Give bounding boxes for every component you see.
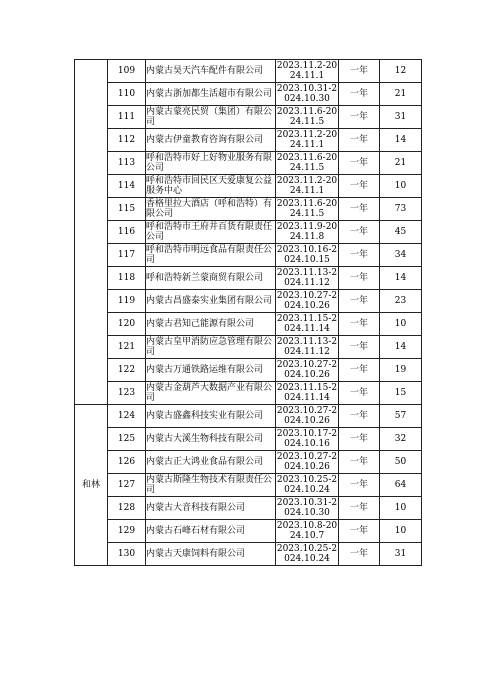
period-cell: 2023.10.17-2024.10.16 — [276, 428, 338, 449]
row-number-cell: 113 — [108, 152, 146, 175]
table-row — [75, 451, 422, 474]
period-cell: 2023.10.27-2024.10.26 — [276, 359, 338, 380]
period-cell: 2023.11.6-2024.11.5 — [276, 106, 338, 127]
row-number-cell: 128 — [108, 497, 146, 520]
term-cell: 一年 — [339, 382, 380, 405]
table-row — [75, 520, 422, 543]
company-name-cell: 内蒙古石峰石材有限公司 — [146, 520, 276, 543]
table-row — [75, 267, 422, 290]
table-row — [75, 106, 422, 129]
row-number-cell: 114 — [108, 175, 146, 198]
company-name-cell: 呼和浩特市回民区天爱康复公益服务中心 — [146, 175, 276, 198]
table-row — [75, 474, 422, 497]
count-cell: 10 — [380, 497, 422, 520]
count-cell: 23 — [380, 290, 422, 313]
table-row — [75, 405, 422, 428]
row-number-cell: 130 — [108, 543, 146, 566]
row-number-cell: 117 — [108, 244, 146, 267]
term-cell: 一年 — [339, 221, 380, 244]
period-cell: 2023.10.31-2024.10.30 — [276, 83, 338, 104]
company-name-cell: 香格里拉大酒店（呼和浩特）有限公司 — [146, 198, 276, 221]
count-cell: 31 — [380, 543, 422, 566]
row-number-cell: 120 — [108, 313, 146, 336]
table-row — [75, 497, 422, 520]
company-name-cell: 内蒙古正大鸿业食品有限公司 — [146, 451, 276, 474]
enterprise-table — [74, 59, 422, 566]
count-cell: 34 — [380, 244, 422, 267]
period-cell: 2023.10.31-2024.10.30 — [276, 497, 338, 518]
term-cell: 一年 — [339, 520, 380, 543]
company-name-cell: 呼和浩特市王府井百货有限责任公司 — [146, 221, 276, 244]
row-number-cell: 119 — [108, 290, 146, 313]
period-cell: 2023.11.13-2024.11.12 — [276, 267, 338, 288]
count-cell: 19 — [380, 359, 422, 382]
region-cell — [75, 60, 108, 405]
row-number-cell: 123 — [108, 382, 146, 405]
row-number-cell: 110 — [108, 83, 146, 106]
row-number-cell: 112 — [108, 129, 146, 152]
term-cell: 一年 — [339, 267, 380, 290]
row-number-cell: 116 — [108, 221, 146, 244]
period-cell: 2023.10.25-2024.10.24 — [276, 543, 338, 564]
row-number-cell: 115 — [108, 198, 146, 221]
row-number-cell: 127 — [108, 474, 146, 497]
term-cell: 一年 — [339, 428, 380, 451]
term-cell: 一年 — [339, 60, 380, 83]
region-cell: 和林 — [75, 405, 108, 566]
period-cell: 2023.10.27-2024.10.26 — [276, 451, 338, 472]
table-row — [75, 83, 422, 106]
row-number-cell: 109 — [108, 60, 146, 83]
period-cell: 2023.10.16-2024.10.15 — [276, 244, 338, 265]
table-row — [75, 290, 422, 313]
company-name-cell: 呼和浩特市好上好物业服务有限公司 — [146, 152, 276, 175]
period-cell: 2023.11.2-2024.11.1 — [276, 129, 338, 150]
count-cell: 32 — [380, 428, 422, 451]
term-cell: 一年 — [339, 152, 380, 175]
table-row — [75, 175, 422, 198]
company-name-cell: 内蒙古伊童教育咨询有限公司 — [146, 129, 276, 152]
period-cell: 2023.11.6-2024.11.5 — [276, 152, 338, 173]
table-row — [75, 221, 422, 244]
company-name-cell: 内蒙古斯隆生物技术有限责任公司 — [146, 474, 276, 497]
term-cell: 一年 — [339, 290, 380, 313]
term-cell: 一年 — [339, 543, 380, 566]
company-name-cell: 内蒙古天康饲料有限公司 — [146, 543, 276, 566]
count-cell: 31 — [380, 106, 422, 129]
term-cell: 一年 — [339, 405, 380, 428]
table-row — [75, 543, 422, 566]
table-row — [75, 198, 422, 221]
company-name-cell: 内蒙古万通铁路运维有限公司 — [146, 359, 276, 382]
row-number-cell: 125 — [108, 428, 146, 451]
count-cell: 21 — [380, 152, 422, 175]
term-cell: 一年 — [339, 244, 380, 267]
period-cell: 2023.10.27-2024.10.26 — [276, 405, 338, 426]
table-row — [75, 313, 422, 336]
count-cell: 10 — [380, 175, 422, 198]
table-row — [75, 129, 422, 152]
period-cell: 2023.11.6-2024.11.5 — [276, 198, 338, 219]
company-name-cell: 内蒙古蒙亮民贸（集团）有限公司 — [146, 106, 276, 129]
company-name-cell: 内蒙古昊天汽车配件有限公司 — [146, 60, 276, 83]
period-cell: 2023.11.15-2024.11.14 — [276, 382, 338, 403]
table-row — [75, 60, 422, 83]
count-cell: 15 — [380, 382, 422, 405]
company-name-cell: 呼和浩特新兰蒙商贸有限公司 — [146, 267, 276, 290]
count-cell: 64 — [380, 474, 422, 497]
count-cell: 14 — [380, 129, 422, 152]
company-name-cell: 内蒙古大溪生物科技有限公司 — [146, 428, 276, 451]
term-cell: 一年 — [339, 106, 380, 129]
table-row — [75, 244, 422, 267]
period-cell: 2023.11.2-2024.11.1 — [276, 175, 338, 196]
period-cell: 2023.11.2-2024.11.1 — [276, 60, 338, 81]
term-cell: 一年 — [339, 83, 380, 106]
row-number-cell: 124 — [108, 405, 146, 428]
company-name-cell: 内蒙古大音科技有限公司 — [146, 497, 276, 520]
company-name-cell: 呼和浩特市明远食品有限责任公司 — [146, 244, 276, 267]
count-cell: 14 — [380, 267, 422, 290]
company-name-cell: 内蒙古君知己能源有限公司 — [146, 313, 276, 336]
table-row — [75, 336, 422, 359]
row-number-cell: 111 — [108, 106, 146, 129]
count-cell: 12 — [380, 60, 422, 83]
row-number-cell: 126 — [108, 451, 146, 474]
company-name-cell: 内蒙古金葫芦大数据产业有限公司 — [146, 382, 276, 405]
count-cell: 10 — [380, 520, 422, 543]
count-cell: 57 — [380, 405, 422, 428]
table-row — [75, 359, 422, 382]
term-cell: 一年 — [339, 497, 380, 520]
period-cell: 2023.11.9-2024.11.8 — [276, 221, 338, 242]
period-cell: 2023.10.25-2024.10.24 — [276, 474, 338, 495]
count-cell: 45 — [380, 221, 422, 244]
row-number-cell: 121 — [108, 336, 146, 359]
count-cell: 10 — [380, 313, 422, 336]
count-cell: 50 — [380, 451, 422, 474]
table-row — [75, 152, 422, 175]
term-cell: 一年 — [339, 451, 380, 474]
row-number-cell: 118 — [108, 267, 146, 290]
company-name-cell: 内蒙古皇甲消防应急管理有限公司 — [146, 336, 276, 359]
period-cell: 2023.10.27-2024.10.26 — [276, 290, 338, 311]
term-cell: 一年 — [339, 198, 380, 221]
table-body — [75, 60, 422, 566]
row-number-cell: 122 — [108, 359, 146, 382]
period-cell: 2023.11.15-2024.11.14 — [276, 313, 338, 334]
table-row — [75, 382, 422, 405]
period-cell: 2023.10.8-2024.10.7 — [276, 520, 338, 541]
term-cell: 一年 — [339, 359, 380, 382]
period-cell: 2023.11.13-2024.11.12 — [276, 336, 338, 357]
term-cell: 一年 — [339, 175, 380, 198]
term-cell: 一年 — [339, 129, 380, 152]
row-number-cell: 129 — [108, 520, 146, 543]
term-cell: 一年 — [339, 313, 380, 336]
term-cell: 一年 — [339, 336, 380, 359]
count-cell: 21 — [380, 83, 422, 106]
company-name-cell: 内蒙古昌盛泰实业集团有限公司 — [146, 290, 276, 313]
term-cell: 一年 — [339, 474, 380, 497]
count-cell: 73 — [380, 198, 422, 221]
table-row — [75, 428, 422, 451]
company-name-cell: 内蒙古盛鑫科技实业有限公司 — [146, 405, 276, 428]
company-name-cell: 内蒙古浙加都生活超市有限公司 — [146, 83, 276, 106]
count-cell: 14 — [380, 336, 422, 359]
